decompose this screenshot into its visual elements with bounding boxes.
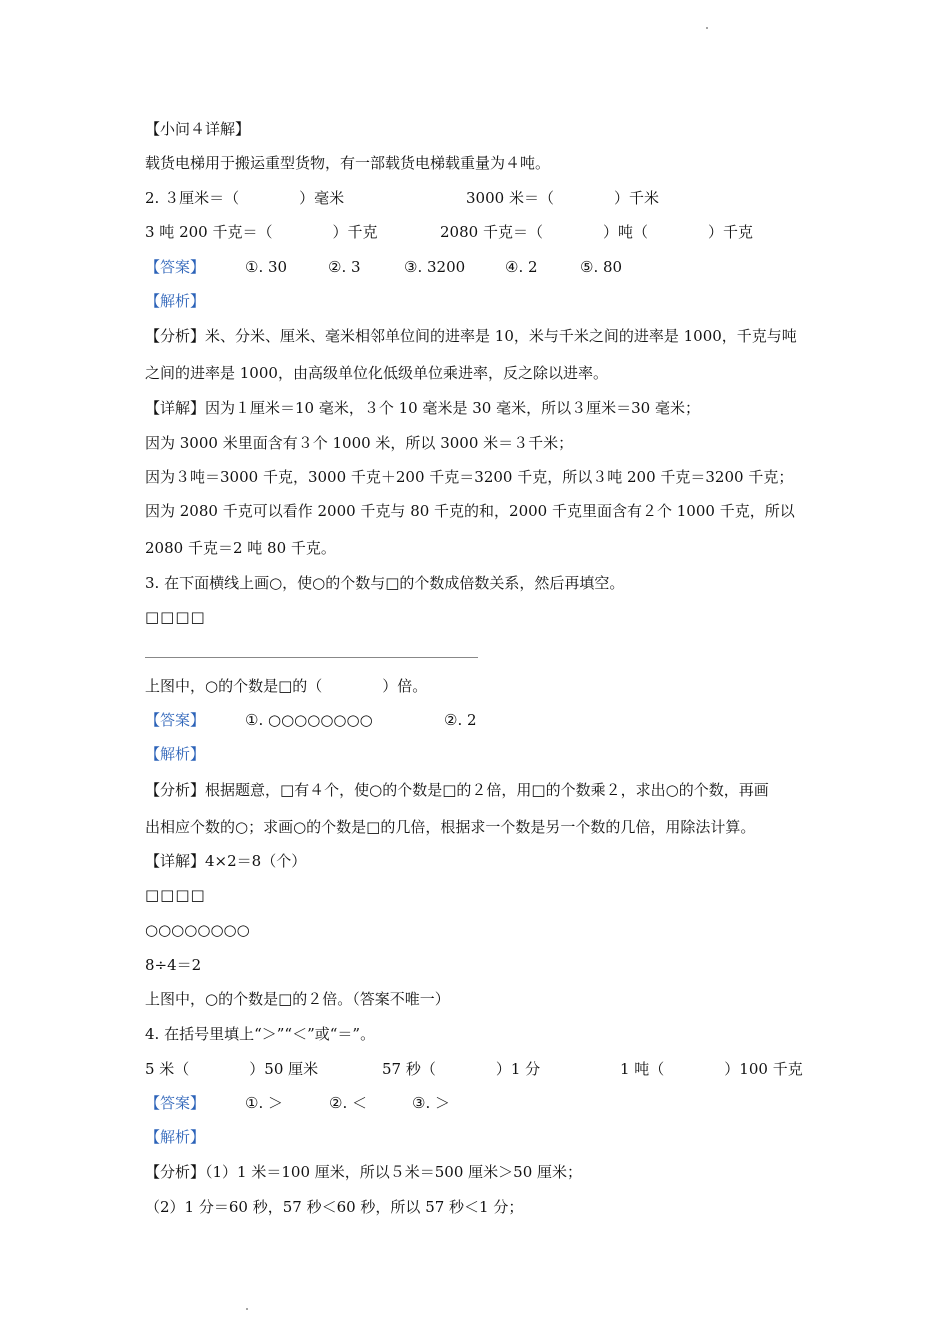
analysis-tag: 【解析】 [145,745,206,763]
answer-tag: 【答案】 [145,258,206,276]
answer-item: ①. ＞ [245,1094,283,1112]
question-4: 4. 在括号里填上“＞”“＜”或“＝”。 [145,1025,376,1043]
circles-row: ○○○○○○○○ [145,921,250,939]
sub-question-heading: 【小问４详解】 [145,120,251,138]
answer-item: ③. 3200 [404,258,466,276]
analysis-text: 之间的进率是 1000，由高级单位化低级单位乘进率，反之除以进率。 [145,364,608,382]
detail-text: 【详解】因为１厘米＝10 毫米，３个 10 毫米是 30 毫米，所以３厘米＝30 毫米； [145,399,700,417]
q4-item-t: 1 吨（ ）100 千克 [620,1060,803,1078]
answer-tag: 【答案】 [145,1094,206,1112]
answer-item: ①. 30 [245,258,288,276]
answer-item: ②. 3 [328,258,361,276]
question-3: 3. 在下面横线上画○，使○的个数与□的个数成倍数关系，然后再填空。 [145,574,625,592]
detail-text: 【详解】4×2＝8（个） [145,852,307,870]
page-mark-top [706,27,708,29]
calculation: 8÷4＝2 [145,956,202,974]
q4-item-s: 57 秒（ ）1 分 [382,1060,541,1078]
q2-item-kg: 2080 千克＝（ ）吨（ ）千克 [440,223,753,241]
squares-row: □□□□ [145,608,206,626]
analysis-text: 【分析】（1）1 米＝100 厘米，所以５米＝500 厘米＞50 厘米； [145,1163,583,1181]
detail-text: 2080 千克＝2 吨 80 千克。 [145,539,336,557]
answer-item: ②. 2 [444,711,477,729]
answer-item: ⑤. 80 [580,258,623,276]
answer-item: ④. 2 [505,258,538,276]
fill-blank: 上图中，○的个数是□的（ ）倍。 [145,677,428,695]
answer-item: ①. ○○○○○○○○ [245,711,373,729]
conclusion: 上图中，○的个数是□的２倍。（答案不唯一） [145,990,450,1008]
analysis-text: 【分析】根据题意，□有４个，使○的个数是□的２倍，用□的个数乘２，求出○的个数，再画 [145,781,769,799]
analysis-text: 出相应个数的○；求画○的个数是□的几倍，根据求一个数是另一个数的几倍，用除法计算。 [145,818,756,836]
detail-text: 因为 3000 米里面含有３个 1000 米，所以 3000 米＝３千米； [145,434,574,452]
analysis-text: （2）1 分＝60 秒，57 秒＜60 秒，所以 57 秒＜1 分； [145,1198,524,1216]
detail-text: 因为３吨＝3000 千克，3000 千克＋200 千克＝3200 千克，所以３吨 200 千克＝3200 千克； [145,468,794,486]
answer-item: ②. ＜ [329,1094,367,1112]
analysis-text: 【分析】米、分米、厘米、毫米相邻单位间的进率是 10，米与千米之间的进率是 1000，千克与吨 [145,327,797,345]
q4-item-m: 5 米（ ）50 厘米 [145,1060,319,1078]
answer-item: ③. ＞ [412,1094,450,1112]
q2-item-cm: 2. ３厘米＝（ ）毫米 [145,189,345,207]
analysis-tag: 【解析】 [145,292,206,310]
q2-item-ton: 3 吨 200 千克＝（ ）千克 [145,223,378,241]
detail-text: 因为 2080 千克可以看作 2000 千克与 80 千克的和，2000 千克里面含有２个 1000 千克，所以 [145,502,795,520]
answer-tag: 【答案】 [145,711,206,729]
q2-item-m: 3000 米＝（ ）千米 [466,189,659,207]
paragraph: 载货电梯用于搬运重型货物，有一部载货电梯载重量为４吨。 [145,154,551,172]
answer-line [145,657,478,658]
page-mark-bottom [246,1308,248,1310]
analysis-tag: 【解析】 [145,1128,206,1146]
squares-row: □□□□ [145,886,206,904]
